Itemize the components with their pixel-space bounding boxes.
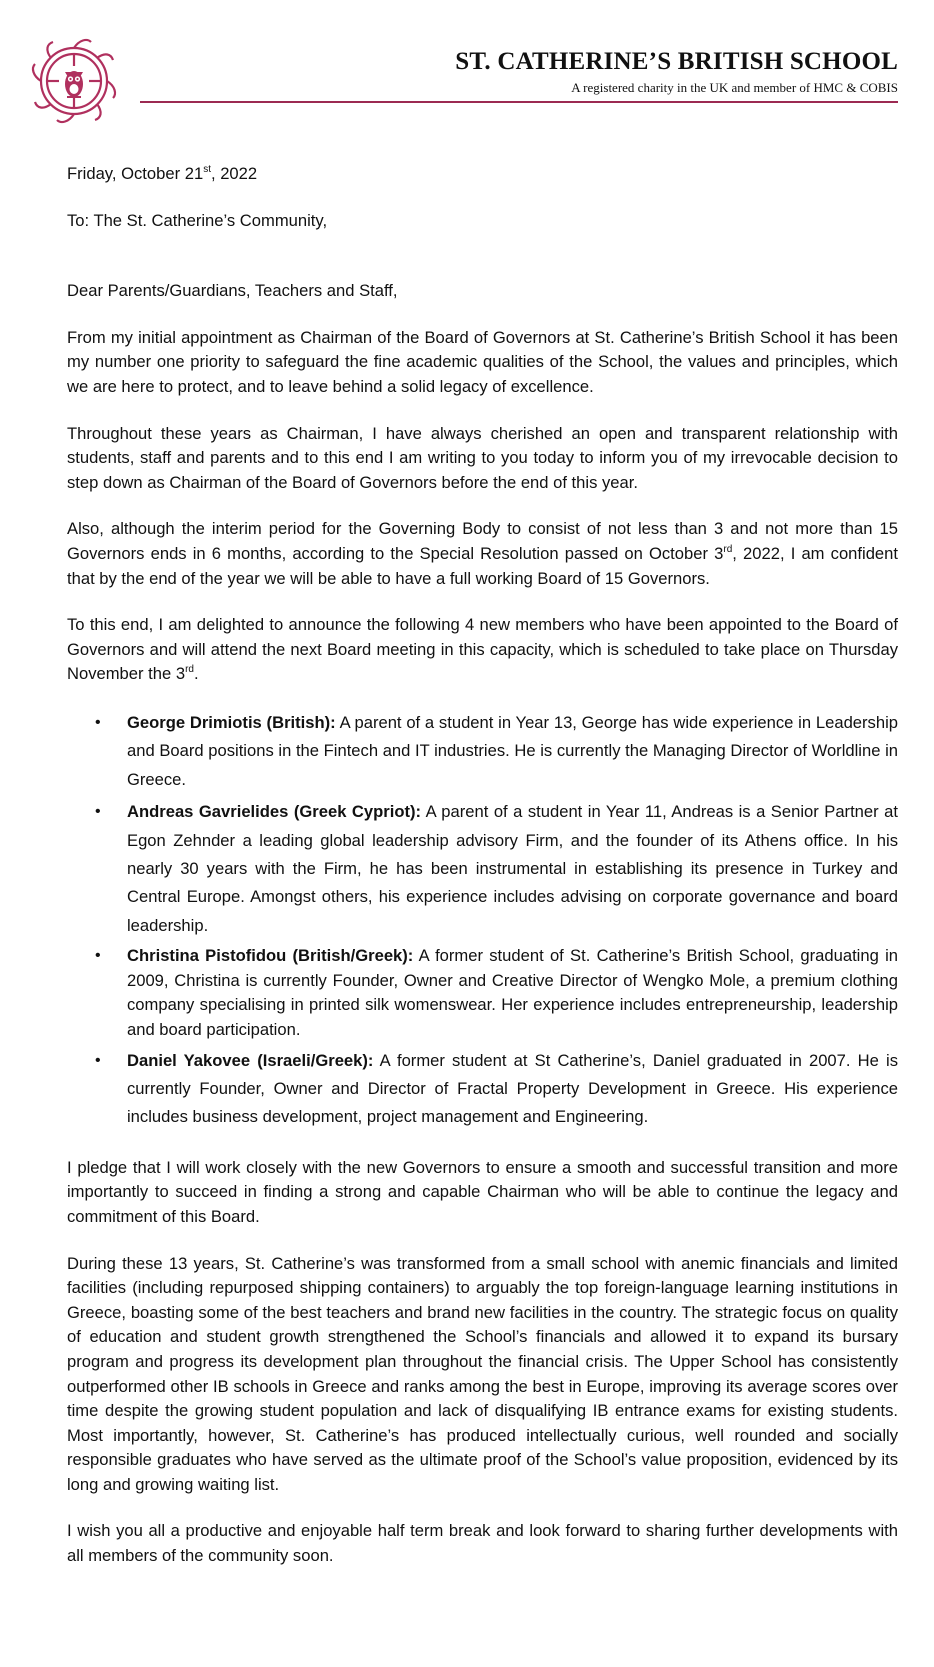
governor-description: A former student at St Catherine’s, Daniel graduated in 2007. He is currently Founder, Owner and Director of Fractal Property Development in Greece. His experience includes business development, project management and Engineering.	[127, 1050, 898, 1127]
owl-crest-icon	[27, 34, 121, 128]
bullet-icon: •	[95, 1051, 101, 1069]
date-year: , 2022	[210, 164, 258, 183]
paragraph-announcement	[67, 613, 898, 687]
letter-date	[67, 162, 898, 187]
list-item-governor	[95, 798, 898, 940]
para4-text-a: To this end, I am delighted to announce the following 4 new members who have been appointed to the Board of Governors and will attend the next Board meeting in this capacity, which is scheduled to take place on Thursday November the 3	[67, 615, 898, 684]
governor-description: A former student of St. Catherine’s British School, graduating in 2009, Christina is currently Founder, Owner and Creative Director of Wengko Mole, a premium clothing company specialising in printed silk womenswear. Her experience includes entrepreneurship, leadership and board participation.	[127, 946, 898, 1039]
governors-list	[67, 709, 898, 1132]
paragraph-closing: I wish you all a productive and enjoyable half term break and look forward to sharing further developments with all members of the community soon.	[67, 1521, 898, 1566]
paragraph-appointment: From my initial appointment as Chairman of the Board of Governors at St. Catherine’s British School it has been my number one priority to safeguard the fine academic qualities of the School, the values and principles, which we are here to protect, and to leave behind a solid legacy of excellence.	[67, 327, 898, 396]
governor-description: A parent of a student in Year 11, Andreas is a Senior Partner at Egon Zehnder a leading global leadership advisory Firm, and the founder of its Athens office. In his nearly 30 years with the Firm, he has been instrumental in establishing its presence in Turkey and Central Europe. Amongst others, his experience includes advising on corporate governance and board leadership.	[127, 802, 898, 935]
para4-text-b: .	[193, 664, 199, 684]
date-text: Friday, October 21	[67, 164, 204, 183]
governor-name: George Drimiotis (British):	[127, 712, 336, 732]
header-divider	[140, 101, 898, 103]
list-item-governor	[95, 709, 898, 794]
governor-name: Daniel Yakovee (Israeli/Greek):	[127, 1050, 374, 1070]
para3-text-b: , 2022, I am confident that by the end of the year we will be able to have a full working Board of 15 Governors.	[67, 543, 898, 588]
paragraph-interim-period	[67, 517, 898, 591]
recipient-line: To: The St. Catherine’s Community,	[67, 210, 328, 230]
para3-ordinal: rd	[723, 543, 733, 555]
paragraph-step-down: Throughout these years as Chairman, I have always cherished an open and transparent relationship with students, staff and parents and to this end I am writing to you today to inform you of my irrevocable decision to step down as Chairman of the Board of Governors before the end of this year.	[67, 423, 898, 492]
governor-description: A parent of a student in Year 13, George has wide experience in Leadership and Board positions in the Fintech and IT industries. He is currently the Managing Director of Worldline in Greece.	[127, 712, 898, 789]
date-ordinal: st	[203, 164, 211, 175]
bullet-icon: •	[95, 947, 101, 965]
school-subtitle: A registered charity in the UK and member of HMC & COBIS	[571, 80, 898, 95]
para3-text-a: Also, although the interim period for the Governing Body to consist of not less than 3 and not more than 15 Governors ends in 6 months, according to the Special Resolution passed on October 3	[67, 519, 898, 563]
list-item-governor	[95, 944, 898, 1042]
paragraph-transformation: During these 13 years, St. Catherine’s was transformed from a small school with anemic financials and limited facilities (including repurposed shipping containers) to arguably the top foreign-language learning institutions in Greece, boasting some of the best teachers and brand new facilities in the country. The strategic focus on quality of education and student growth strengthened the School’s financials and allowed it to expand its bursary program and progress its development plan throughout the financial crisis. The Upper School has consistently outperformed other IB schools in Greece and ranks among the best in Europe, improving its average scores over time despite the growing student population and lack of disqualifying IB entrance exams for existing students. Most importantly, however, St. Catherine’s has produced intellectually curious, well rounded and socially responsible graduates who have served as the ultimate proof of the School’s value proposition, evidenced by its long and growing waiting list.	[67, 1253, 898, 1494]
salutation: Dear Parents/Guardians, Teachers and Staff,	[67, 281, 398, 301]
letter-body	[67, 162, 898, 1591]
paragraph-pledge: I pledge that I will work closely with the new Governors to ensure a smooth and successful transition and more importantly to succeed in finding a strong and capable Chairman who will be able to continue the legacy and commitment of this Board.	[67, 1157, 898, 1226]
governor-name: Christina Pistofidou (British/Greek):	[127, 946, 414, 966]
bullet-icon: •	[95, 803, 101, 821]
bullet-icon: •	[95, 713, 101, 731]
school-name: ST. CATHERINE’S BRITISH SCHOOL	[455, 48, 898, 75]
para4-ordinal: rd	[185, 664, 194, 676]
list-item-governor	[95, 1047, 898, 1132]
governor-name: Andreas Gavrielides (Greek Cypriot):	[127, 802, 422, 822]
